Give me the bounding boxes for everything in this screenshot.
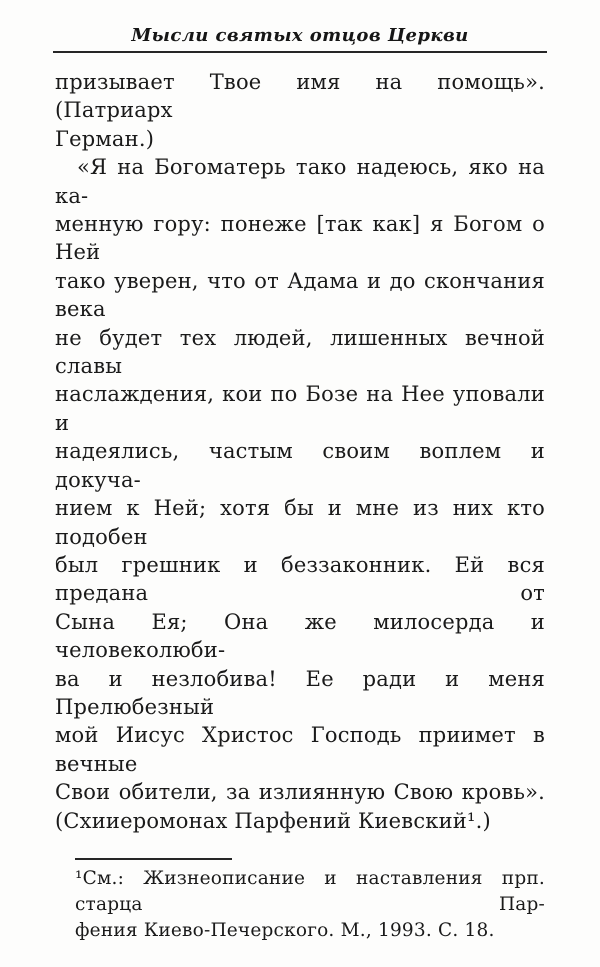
text-line: «Я на Богоматерь тако надеюсь, яко на ка- [55,155,545,208]
text-line: ва и незлобива! Ее ради и меня Прелюбезный [55,666,545,719]
text-line: призывает Твое имя на помощь». (Патриарх [55,70,545,123]
text-line: ¹См.: Жизнеописание и наставления прп. старца Пар- [75,868,545,915]
text-line: наслаждения, кои по Бозе на Нее уповали и [55,382,545,435]
text-line: (Схииеромонах Парфений Киевский¹.) [55,808,491,833]
text-line: Свои обители, за излиянную Свою кровь». [55,780,545,805]
text-line: фения Киево-Печерского. М., 1993. С. 18. [75,920,495,941]
text-line: не будет тех людей, лишенных вечной славы [55,325,545,379]
text-line: менную гору: понеже [так как] я Богом о Ней [55,212,545,265]
body-text [55,68,545,835]
footnote [75,858,545,944]
footnote-text [75,866,545,944]
text-line: был грешник и беззаконник. Ей вся предана от [55,552,545,606]
text-line: тако уверен, что от Адама и до скончания века [55,268,545,322]
footnote-rule [75,858,232,860]
text-line: Сына Ея; Она же милосерда и человеколюби- [55,609,545,663]
header-rule [53,51,547,53]
text-line: нием к Ней; хотя бы и мне из них кто подобен [55,496,545,549]
text-line: надеялись, частым своим воплем и докуча- [55,439,545,492]
text-line: мой Иисус Христос Господь приимет в вечные [55,723,545,776]
text-line: Герман.) [55,126,155,151]
running-head: Мысли святых отцов Церкви [131,25,469,46]
